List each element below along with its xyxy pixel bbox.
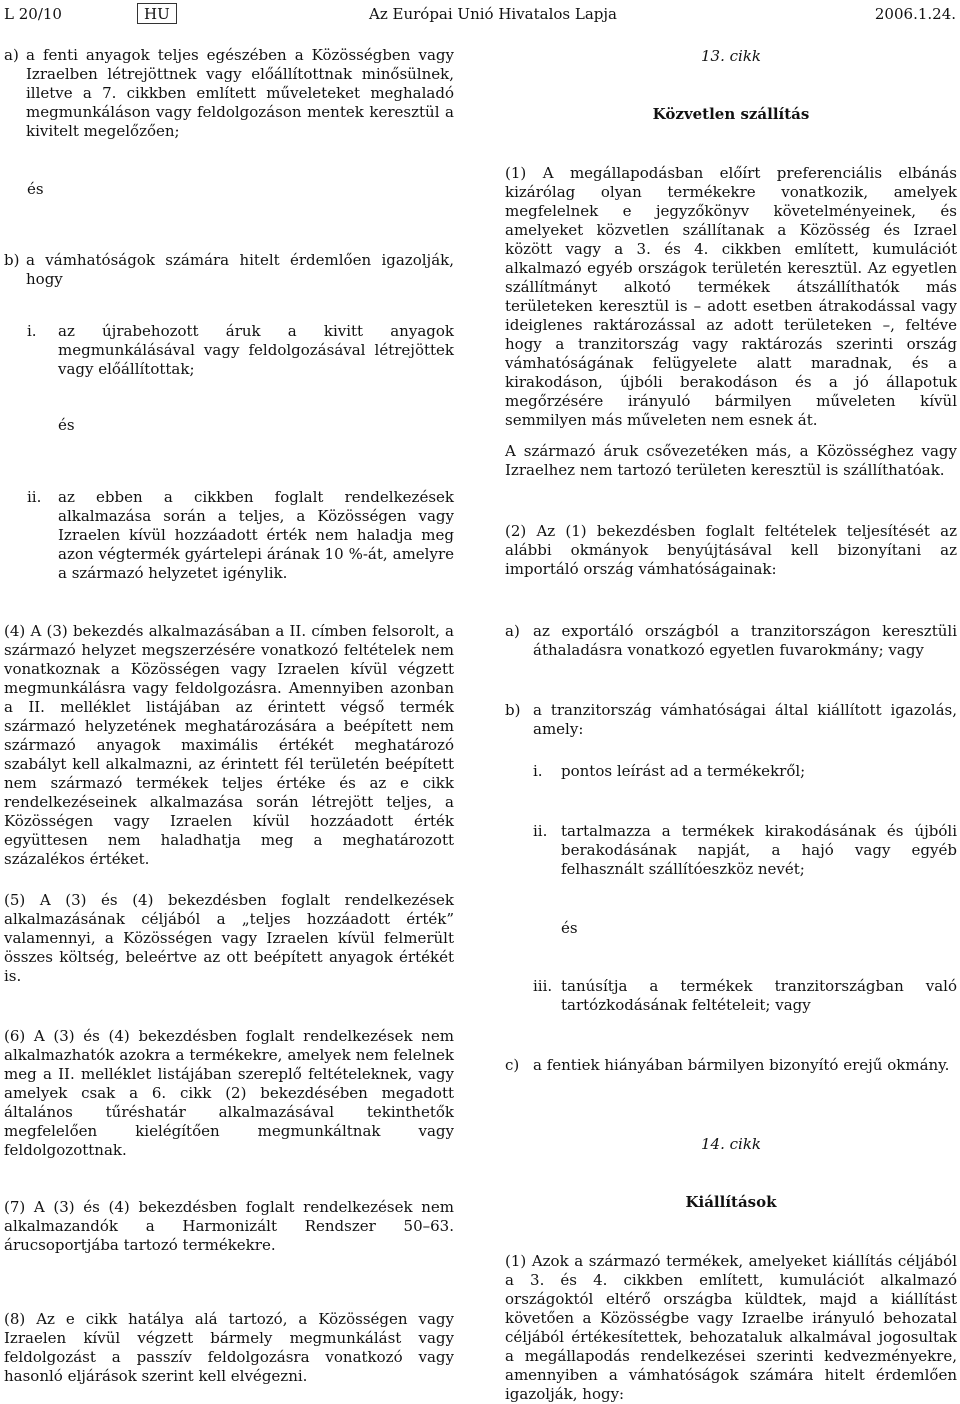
publication-date: 2006.1.24. [874,5,956,23]
page-header [4,3,956,25]
list-item-i [27,322,454,379]
list-item-b [4,251,454,289]
paragraph-4: (4) A (3) bekezdés alkalmazásában a II. címben felsorolt, a származó helyzet megszerzésére vonatkozó feltételek nem vonatkoznak a Közösségen vagy Izraelen kívül végzett megmunkálásra vagy feldolgozásra. Amennyiben azonban a II. melléklet listájában az érintett végső termék származó helyzetének meghatározására a beépített nem származó anyagok maximális értékét meghatározó szabályt kell alkalmazni, az érintett fél területén beépített nem származó termékek teljes értéke és az e cikk rendelkezéseinek alkalmazása során létrejött teljes, a Közösségen vagy Izraelen kívül hozzáadott érték együttesen nem haladhatja meg a meghatározott százalékos értéket. [4,622,454,868]
paragraph-6: (6) A (3) és (4) bekezdésben foglalt rendelkezések nem alkalmazhatók azokra a termékekre, amelyek nem felelnek meg a II. melléklet listájában szereplő feltételeknek, vagy amelyek csak a 6. cikk (2) bekezdésében megadott általános tűréshatár alkalmazásával tekinthetők megfelelően kielégítően megmunkáltnak vagy feldolgozottnak. [4,1027,454,1159]
paragraph-7: (7) A (3) és (4) bekezdésben foglalt rendelkezések nem alkalmazandók a Harmonizált Rendszer 50–63. árucsoportjába tartozó termékekre. [4,1198,454,1254]
language-code-box: HU [137,3,177,24]
article-number: 13. cikk [701,47,761,65]
item-label: a) [4,46,19,64]
item-text: a fentiek hiányában bármilyen bizonyító erejű okmány. [533,1056,950,1074]
item-label: b) [4,251,20,269]
list-item-a [4,46,454,141]
item-text: a tranzitország vámhatóságai által kiállított igazolás, amely: [533,701,957,738]
list-item-i [533,762,957,781]
item-text: az újrabehozott áruk a kivitt anyagok megmunkálásával vagy feldolgozásával létrejöttek vagy előállítottak; [58,322,454,378]
item-text: az exportáló országból a tranzitországon keresztüli áthaladásra vonatkozó egyetlen fuvarokmány; vagy [533,622,957,659]
paragraph-8: (8) Az e cikk hatálya alá tartozó, a Közösségen vagy Izraelen kívül végzett bármely megmunkálást vagy feldolgozást a passzív feldolgozásra vonatkozó vagy hasonló eljárások szerint kell elvégezni. [4,1310,454,1385]
page-number: L 20/10 [4,5,62,23]
list-item-ii [533,822,957,879]
list-item-a [505,622,957,660]
list-item-iii [533,977,957,1015]
item-label: iii. [533,977,553,995]
item-label: ii. [533,822,548,840]
item-text: az ebben a cikkben foglalt rendelkezések alkalmazása során a teljes, a Közösségen vagy Izraelen kívül hozzáadott érték nem haladja meg azon végtermék gyártelepi árának 10 %-át, amelyre a származó helyzetet igénylik. [58,488,454,582]
paragraph-5: (5) A (3) és (4) bekezdésben foglalt rendelkezések alkalmazásának céljából a „teljes hozzáadott érték” valamennyi, a Közösségen vagy Izraelen kívül felmerült összes költség, beleértve az ott beépített anyagok értékét is. [4,891,454,985]
journal-title: Az Európai Unió Hivatalos Lapja [369,5,617,23]
item-text: a fenti anyagok teljes egészében a Közösségben vagy Izraelben létrejöttnek vagy előállítottnak minősülnek, illetve a 7. cikkben említett műveleteket meghaladó megmunkáláson vagy feldolgozáson mentek keresztül a kivitelt megelőzően; [26,46,454,140]
item-label: ii. [27,488,42,506]
paragraph-1: (1) A megállapodásban előírt preferenciális elbánás kizárólag olyan termékekre vonatkozik, amelyek megfelelnek e jegyzőkönyv követelményeinek, és amelyeket közvetlen szállítanak a Közösség és Izrael között vagy a 3. és 4. cikkben említett, kumulációt alkalmazó egyéb országok területén keresztül. Az egyetlen szállítmányt alkotó termékek átszállíthatók más területeken keresztül is – adott esetben átrakodással vagy ideiglenes raktározással az adott területeken –, feltéve hogy a tranzitország vagy raktározás szerinti ország vámhatóságának felügyelete alatt maradnak, és a kirakodáson, újbóli berakodáson és a jó állapotuk megőrzésére irányuló bármilyen műveleten kívül semmilyen más műveleten nem esnek át. [505,164,957,429]
paragraph-1: (1) Azok a származó termékek, amelyeket kiállítás céljából a 3. és 4. cikkben említett, kumulációt alkalmazó országoktól eltérő országba küldtek, majd a kiállítást követően a Közösségbe vagy Izraelbe irányuló behozatal céljából értékesítettek, behozataluk alkalmával jogosultak a megállapodás rendelkezései szerinti kedvezményekre, amennyiben a vámhatóságok számára hitelt érdemlően igazolják, hogy: [505,1252,957,1403]
item-text: tartalmazza a termékek kirakodásának és újbóli berakodásának napját, a hajó vagy egyéb felhasznált szállítóeszköz nevét; [561,822,957,878]
article-title: Közvetlen szállítás [652,105,810,123]
conjunction-es: és [58,416,75,434]
item-text: tanúsítja a termékek tranzitországban való tartózkodásának feltételeit; vagy [561,977,957,1014]
item-label: i. [27,322,37,340]
list-item-b [505,701,957,739]
conjunction-es: és [561,919,578,937]
article-title: Kiállítások [685,1193,777,1211]
list-item-c [505,1056,957,1075]
item-label: i. [533,762,543,780]
item-label: c) [505,1056,520,1074]
item-text: pontos leírást ad a termékekről; [561,762,806,780]
conjunction-es: és [27,180,44,198]
list-item-ii [27,488,454,583]
item-label: a) [505,622,520,640]
paragraph-pipeline: A származó áruk csővezetéken más, a Közösséghez vagy Izraelhez nem tartozó területen keresztül is szállíthatóak. [505,442,957,479]
item-text: a vámhatóságok számára hitelt érdemlően igazolják, hogy [26,251,454,288]
paragraph-2: (2) Az (1) bekezdésben foglalt feltételek teljesítését az alábbi okmányok benyújtásával kell bizonyítani az importáló ország vámhatóságainak: [505,522,957,578]
item-label: b) [505,701,521,719]
article-number: 14. cikk [701,1135,761,1153]
